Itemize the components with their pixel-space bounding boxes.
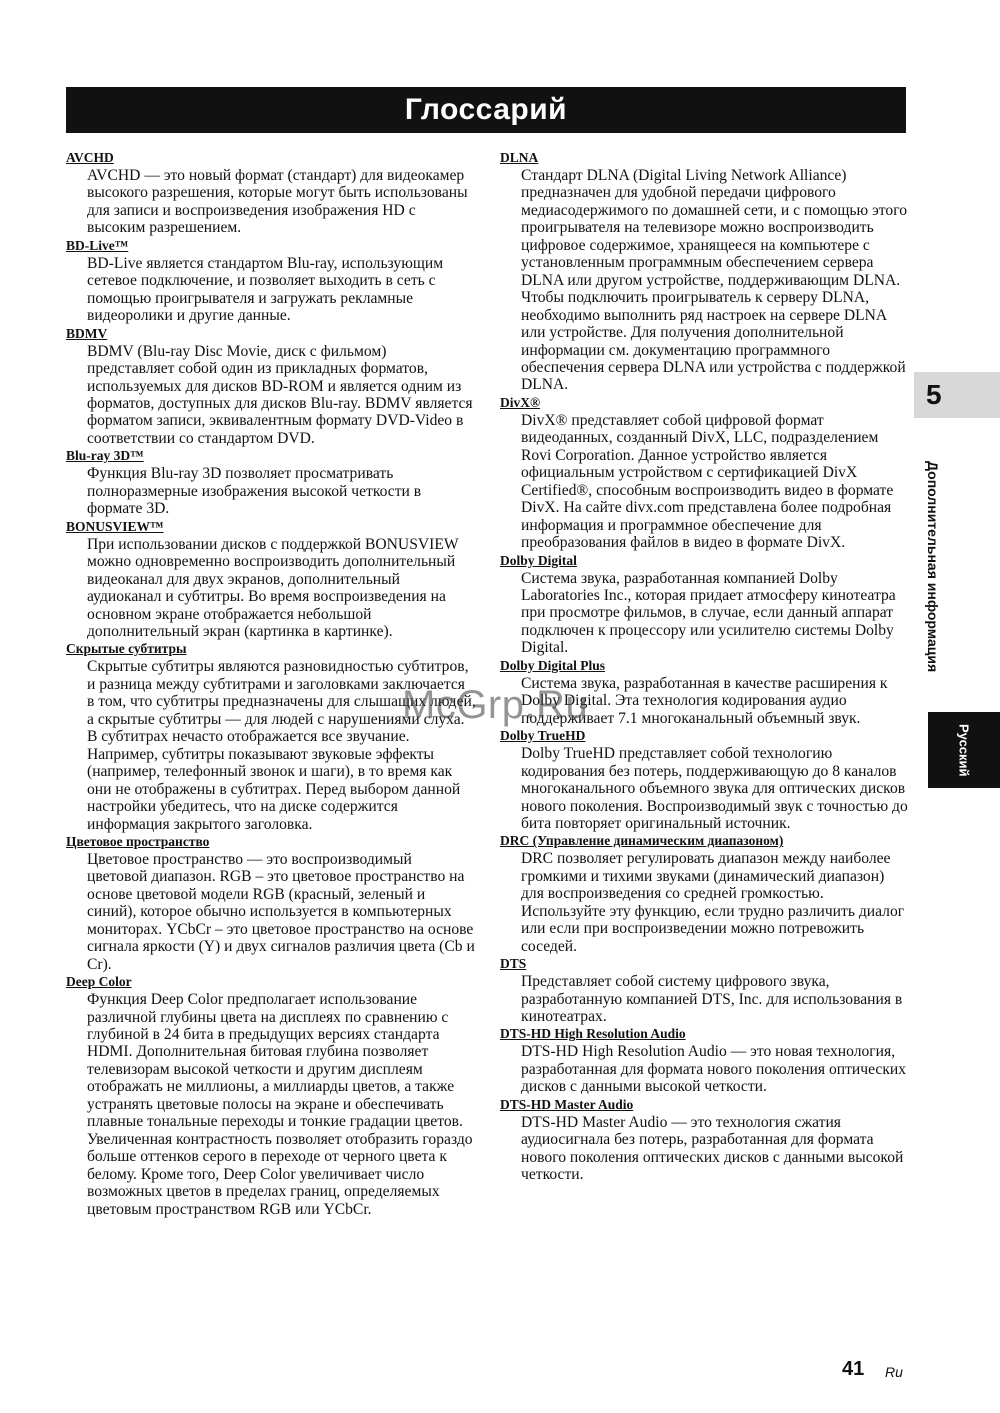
- glossary-term: Скрытые субтитры: [66, 641, 187, 657]
- glossary-right-column: [500, 149, 908, 1184]
- glossary-term: DTS-HD High Resolution Audio: [500, 1026, 686, 1042]
- glossary-term: DTS-HD Master Audio: [500, 1096, 634, 1112]
- glossary-definition: DTS-HD Master Audio — это технология сжатия аудиосигнала без потерь, разработанная для формата нового поколения оптических дисков с данными высокой четкости.: [521, 1113, 904, 1184]
- glossary-definition: Скрытые субтитры являются разновидностью субтитров, и разница между субтитрами и заголовками заключается в том, что субтитры предназначены для слышащих людей, а скрытые субтитры — для людей с нарушениями слуха. В субтитрах нечасто отображается все звучание. Например, субтитры показывают звуковые эффекты (например, телефонный звонок и шаги), в то время как они не отображены в субтитрах. Перед выбором данной настройки убедитесь, что на диске содержится информация закрытого заголовка.: [87, 658, 476, 833]
- glossary-term: DRC (Управление динамическим диапазоном): [500, 833, 784, 849]
- glossary-entry: [500, 955, 908, 1025]
- glossary-definition: При использовании дисков с поддержкой BONUSVIEW можно одновременно воспроизводить дополнительный видеоканал для двух экранов, дополнительный аудиоканал и субтитры. Во время воспроизведения на основном экране отображается небольшой дополнительный экран (картинка в картинке).: [87, 535, 459, 640]
- glossary-entry: [66, 833, 476, 973]
- glossary-entry: [66, 325, 476, 448]
- glossary-definition: BDMV (Blu-ray Disc Movie, диск с фильмом) представляет собой один из прикладных форматов, используемых для дисков BD-ROM и является одним из форматов, доступных для дисков Blu-ray. BDMV является форматом записи, эквивалентным формату DVD-Video в соответствии со стандартом DVD.: [87, 342, 473, 447]
- glossary-entry: [500, 1096, 908, 1184]
- glossary-definition: Стандарт DLNA (Digital Living Network Alliance) предназначен для удобной передачи цифрового медиасодержимого по домашней сети, и с помощью этого проигрывателя на телевизоре можно воспроизводить цифровое содержимое, хранящееся на компьютере с установленным программным обеспечением сервера DLNA или другом устройстве, поддерживающим DLNA. Чтобы подключить проигрыватель к серверу DLNA, необходимо выполнить ряд настроек на сервере DLNA или устройстве. Для получения дополнительной информации см. документацию программного обеспечения сервера DLNA или устройства с поддержкой DLNA.: [521, 167, 907, 394]
- glossary-term: BONUSVIEW™: [66, 518, 164, 534]
- glossary-definition: Функция Deep Color предполагает использование различной глубины цвета на дисплеях по сравнению с глубиной в 24 бита в предыдущих версиях стандарта HDMI. Дополнительная битовая глубина позволяет телевизорам высокой четкости и другим дисплеям отображать не миллионы, а миллиарды цветов, а также устранять цветовые полосы на экране и обеспечивать плавные тональные переходы и тонкие градации цветов. Увеличенная контрастность позволяет отобразить гораздо больше оттенков серого в переходе от черного цвета к белому. Кроме того, Deep Color увеличивает число возможных цветов в пределах границ, определяемых цветовым пространством RGB или YCbCr.: [87, 991, 473, 1218]
- glossary-term: BDMV: [66, 325, 108, 341]
- glossary-definition: Dolby TrueHD представляет собой технологию кодирования без потерь, поддерживающую до 8 каналов многоканального объемного звука для оптических дисков нового поколения. Воспроизводимый звук с точностью до бита повторяет оригинальный источник.: [521, 745, 908, 832]
- glossary-term: DivX®: [500, 394, 541, 410]
- watermark: McGrp.Ru: [402, 683, 589, 727]
- glossary-definition: Система звука, разработанная компанией Dolby Laboratories Inc., которая придает атмосферу кинотеатра при просмотре фильмов, в случае, если данный аппарат подключен к процессору или усилителю системы Dolby Digital.: [521, 569, 896, 657]
- glossary-entry: [66, 237, 476, 325]
- glossary-term: DLNA: [500, 150, 539, 165]
- glossary-entry: [66, 640, 476, 833]
- glossary-term: Цветовое пространство: [66, 833, 210, 849]
- glossary-term: Dolby Digital Plus: [500, 657, 606, 673]
- glossary-term: Deep Color: [66, 974, 132, 990]
- glossary-left-column: [66, 149, 476, 1218]
- page-title-bar: [66, 87, 906, 133]
- glossary-definition: Функция Blu-ray 3D позволяет просматривать полноразмерные изображения высокой четкости в формате 3D.: [87, 465, 422, 518]
- section-label: [913, 432, 953, 702]
- glossary-definition: Система звука, разработанная в качестве расширения к Dolby Digital. Эта технология кодирования аудио поддерживает 7.1 многоканальный объемный звук.: [521, 674, 888, 727]
- glossary-entry: [500, 657, 908, 727]
- chapter-number-tab: 5: [914, 372, 1000, 418]
- glossary-term: Blu-ray 3D™: [66, 448, 144, 464]
- page-number: 41: [842, 1358, 865, 1380]
- glossary-entry: [500, 394, 908, 552]
- glossary-entry: [66, 973, 476, 1218]
- language-tab: [928, 712, 1000, 788]
- glossary-entry: [500, 552, 908, 657]
- glossary-definition: BD-Live является стандартом Blu-ray, использующим сетевое подключение, и позволяет выходить в сеть с помощью проигрывателя и загружать рекламные видеоролики и другие данные.: [87, 254, 444, 325]
- glossary-definition: Представляет собой систему цифрового звука, разработанную компанией DTS, Inc. для использования в кинотеатрах.: [521, 973, 903, 1026]
- glossary-entry: [500, 832, 908, 955]
- glossary-entry: [500, 727, 908, 832]
- glossary-term: DTS: [500, 956, 527, 972]
- glossary-definition: Цветовое пространство — это воспроизводимый цветовой диапазон. RGB – это цветовое пространство на основе цветовой модели RGB (красный, зеленый и синий), которое обычно используется в компьютерных мониторах. YCbCr – это цветовое пространство на основе сигнала яркости (Y) и двух сигналов различия цвета (Cb и Cr).: [87, 850, 475, 973]
- glossary-entry: [66, 447, 476, 517]
- language-tab-text: Русский: [956, 723, 972, 777]
- glossary-entry: [66, 149, 476, 237]
- glossary-definition: DTS-HD High Resolution Audio — это новая технология, разработанная для формата нового поколения оптических дисков с данными высокой четкости.: [521, 1043, 907, 1096]
- glossary-term: Dolby Digital: [500, 552, 577, 568]
- glossary-term: AVCHD: [66, 150, 114, 165]
- section-label-text: Дополнительная информация: [925, 461, 941, 673]
- page-language-code: Ru: [885, 1364, 903, 1380]
- glossary-definition: DRC позволяет регулировать диапазон между наиболее громкими и тихими звуками (динамический диапазон) для воспроизведения со средней громкостью. Используйте эту функцию, если трудно различить диалог или если при воспроизведении можно потревожить соседей.: [521, 850, 905, 955]
- page-title: Глоссарий: [404, 93, 568, 126]
- glossary-definition: AVCHD — это новый формат (стандарт) для видеокамер высокого разрешения, которые могут быть использованы для записи и воспроизведения изображения HD с высоким разрешением.: [87, 167, 468, 237]
- glossary-term: BD-Live™: [66, 237, 129, 253]
- glossary-entry: [500, 1025, 908, 1095]
- glossary-term: Dolby TrueHD: [500, 728, 586, 744]
- glossary-entry: [500, 149, 908, 394]
- glossary-definition: DivX® представляет собой цифровой формат видеоданных, созданный DivX, LLC, подразделением Rovi Corporation. Данное устройство является официальным устройством с сертификацией DivX Certified®, способным воспроизводить видео в формате DivX. На сайте divx.com представлена более подробная информация и программное обеспечение для преобразования файлов в видео в формате DivX.: [521, 411, 894, 552]
- glossary-entry: [66, 518, 476, 641]
